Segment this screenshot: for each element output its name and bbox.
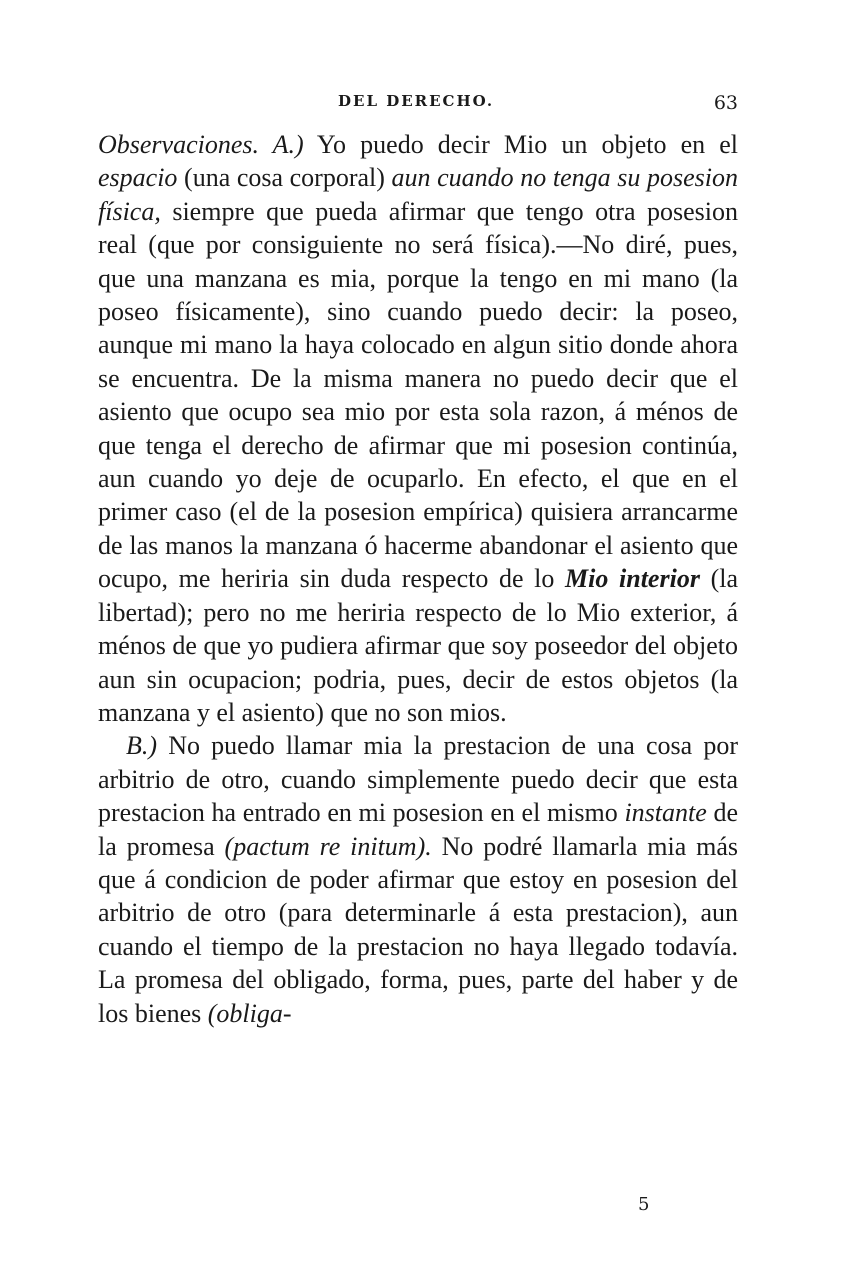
signature-mark: 5 — [638, 1194, 650, 1215]
page-header — [98, 92, 738, 116]
text-run: Observaciones. A.) — [98, 130, 304, 159]
text-run: No puedo llamar mia la prestacion de una cosa por arbitrio de otro, cuando simplemente puedo decir que esta prestacion ha entrado en mi posesion en el mismo — [98, 731, 738, 828]
text-run: siempre que pueda afirmar que tengo otra posesion real (que por consiguiente no será física).—No diré, pues, que una manzana es mia, porque la tengo en mi mano (la poseo físicamente), sino cuando puedo decir: la poseo, aunque mi mano la haya colocado en algun sitio donde ahora se encuentra. De la misma manera no puedo decir que el asiento que ocupo sea mio por esta sola razon, á ménos de que tenga el derecho de afirmar que mi posesion continúa, aun cuando yo deje de ocuparlo. En efecto, el que en el primer caso (el de la posesion empírica) quisiera arrancarme de las manos la manzana ó hacerme abandonar el asiento que ocupo, me heriria sin duda respecto de lo — [98, 196, 738, 594]
text-run: Mio interior — [565, 564, 700, 594]
text-run: (una cosa corporal) — [177, 163, 392, 193]
text-run: (pactum re initum). — [224, 831, 432, 861]
text-run: B.) — [126, 731, 158, 761]
body-text — [98, 128, 738, 1030]
text-run: No podré llamarla mia más que á condicion de poder afirmar que estoy en posesion del arbitrio de otro (para determinarle á esta prestacion), aun cuando el tiempo de la prestacion no haya llegado todavía. La promesa del obligado, forma, pues, parte del haber y de los bienes — [98, 831, 739, 1028]
running-head: DEL DERECHO. — [338, 92, 495, 110]
text-run: de la promesa — [98, 798, 738, 861]
text-run: (la libertad); pero no me heriria respecto de lo Mio exterior, á ménos de que yo pudiera afirmar que soy poseedor del objeto aun sin ocupacion; podria, pues, decir de estos objetos (la manzana y el asiento) que no son mios. — [98, 564, 738, 727]
text-run: aun cuando no tenga su posesion física, — [98, 163, 738, 226]
text-run: Yo puedo decir Mio un objeto en el — [303, 130, 738, 159]
text-run: (obliga- — [207, 998, 292, 1028]
paragraph-observations-b — [98, 729, 738, 1030]
text-run: instante — [624, 798, 707, 828]
text-run: espacio — [98, 163, 178, 193]
page-number: 63 — [713, 92, 738, 114]
paragraph-observations-a — [98, 128, 738, 729]
